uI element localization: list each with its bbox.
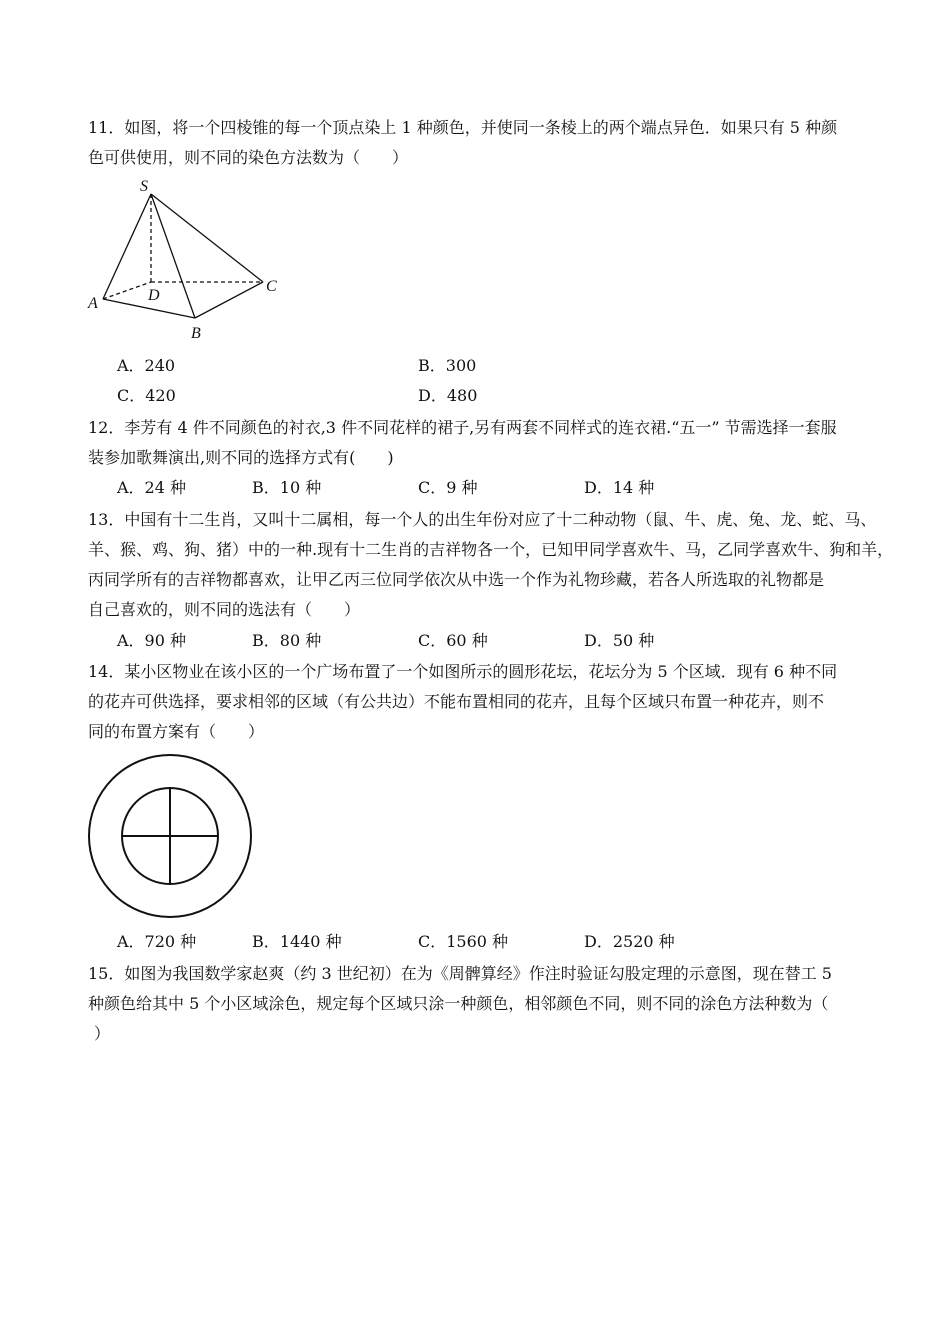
q11-text-line-1: 11．如图，将一个四棱锥的每一个顶点染上 1 种颜色，并使同一条棱上的两个端点异色．如果只有 5 种颜	[88, 118, 838, 137]
q14-option-d: D．2520 种	[584, 932, 675, 951]
q14-option-a: A．720 种	[117, 932, 197, 951]
q11-option-d: D．480	[418, 386, 478, 405]
q14-option-b: B．1440 种	[252, 932, 342, 951]
q11-option-a: A．240	[117, 356, 176, 375]
edge-SA	[103, 194, 151, 299]
q15-text-line-3: ）	[94, 1024, 111, 1043]
q11-option-c: C．420	[117, 386, 176, 405]
edge-BC	[195, 282, 263, 318]
q15-text-line-2: 种颜色给其中 5 个小区域涂色，规定每个区域只涂一种颜色，相邻颜色不同，则不同的涂色方法种数为（	[88, 994, 829, 1013]
vertex-label-d: D	[148, 287, 160, 304]
q11-option-b: B．300	[418, 356, 477, 375]
q12-option-b: B．10 种	[252, 478, 322, 497]
q13-option-a: A．90 种	[117, 631, 187, 650]
vertex-label-a: A	[88, 295, 98, 312]
q12-text-line-2: 装参加歌舞演出,则不同的选择方式有( )	[88, 448, 394, 467]
q12-option-a: A．24 种	[117, 478, 187, 497]
q14-flower-bed-figure	[86, 754, 256, 920]
q13-option-d: D．50 种	[584, 631, 655, 650]
vertex-label-s: S	[140, 178, 148, 195]
q14-text-line-3: 同的布置方案有（ ）	[88, 722, 265, 741]
q13-option-b: B．80 种	[252, 631, 322, 650]
q14-option-c: C．1560 种	[418, 932, 509, 951]
q12-option-d: D．14 种	[584, 478, 655, 497]
vertex-label-b: B	[191, 325, 201, 342]
q15-text-line-1: 15．如图为我国数学家赵爽（约 3 世纪初）在为《周髀算经》作注时验证勾股定理的示意图，现在替工 5	[88, 964, 832, 983]
vertex-label-c: C	[266, 278, 277, 295]
q11-pyramid-figure	[82, 172, 292, 344]
q11-text-line-2: 色可供使用，则不同的染色方法数为（ ）	[88, 148, 409, 167]
q13-text-line-4: 自己喜欢的，则不同的选法有（ ）	[88, 600, 361, 619]
q12-option-c: C．9 种	[418, 478, 478, 497]
q13-option-c: C．60 种	[418, 631, 488, 650]
q14-text-line-2: 的花卉可供选择，要求相邻的区域（有公共边）不能布置相同的花卉，且每个区域只布置一种花卉，则不	[88, 692, 825, 711]
q13-text-line-1: 13．中国有十二生肖，又叫十二属相，每一个人的出生年份对应了十二种动物（鼠、牛、虎、兔、龙、蛇、马、	[88, 510, 877, 529]
q12-text-line-1: 12．李芳有 4 件不同颜色的衬衣,3 件不同花样的裙子,另有两套不同样式的连衣裙.“五一” 节需选择一套服	[88, 418, 837, 437]
q13-text-line-2: 羊、猴、鸡、狗、猪）中的一种.现有十二生肖的吉祥物各一个，已知甲同学喜欢牛、马，乙同学喜欢牛、狗和羊，	[88, 540, 894, 559]
q13-text-line-3: 丙同学所有的吉祥物都喜欢，让甲乙丙三位同学依次从中选一个作为礼物珍藏，若各人所选取的礼物都是	[88, 570, 825, 589]
edge-SC	[151, 194, 263, 282]
q14-text-line-1: 14．某小区物业在该小区的一个广场布置了一个如图所示的圆形花坛，花坛分为 5 个区域．现有 6 种不同	[88, 662, 838, 681]
